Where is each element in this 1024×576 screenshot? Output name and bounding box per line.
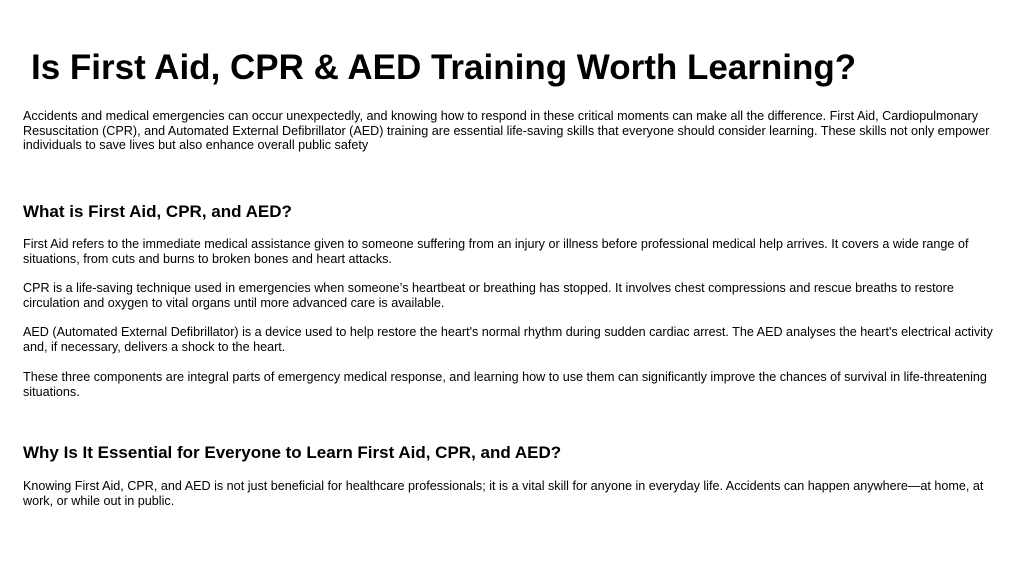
paragraph-cpr: CPR is a life-saving technique used in emergencies when someone’s heartbeat or breathing has stopped. It involves chest compressions and rescue breaths to restore circulation and oxygen to vital organs until more advanced care is available. bbox=[23, 281, 954, 310]
paragraph-first-aid: First Aid refers to the immediate medical assistance given to someone suffering from an injury or illness before professional medical help arrives. It covers a wide range of situations, from cuts and burns to broken bones and heart attacks. bbox=[23, 237, 969, 266]
intro-paragraph: Accidents and medical emergencies can occur unexpectedly, and knowing how to respond in these critical moments can make all the difference. First Aid, Cardiopulmonary Resuscitation (CPR), and Automated External Defibrillator (AED) training are essential life-saving skills that everyone should consider learning. These skills not only empower individuals to save lives but also enhance overall public safety bbox=[23, 109, 990, 153]
paragraph-knowing: Knowing First Aid, CPR, and AED is not just beneficial for healthcare professionals; it is a vital skill for anyone in everyday life. Accidents can happen anywhere—at home, at work, or while out in public. bbox=[23, 479, 984, 508]
paragraph-components: These three components are integral parts of emergency medical response, and learning how to use them can significantly improve the chances of survival in life-threatening situations. bbox=[23, 370, 987, 399]
section-heading-why-essential: Why Is It Essential for Everyone to Learn First Aid, CPR, and AED? bbox=[23, 443, 562, 462]
section-heading-what-is: What is First Aid, CPR, and AED? bbox=[23, 202, 292, 221]
paragraph-aed: AED (Automated External Defibrillator) is a device used to help restore the heart's normal rhythm during sudden cardiac arrest. The AED analyses the heart's electrical activity and, if necessary, delivers a shock to the heart. bbox=[23, 325, 993, 354]
page-title: Is First Aid, CPR & AED Training Worth Learning? bbox=[31, 48, 857, 87]
